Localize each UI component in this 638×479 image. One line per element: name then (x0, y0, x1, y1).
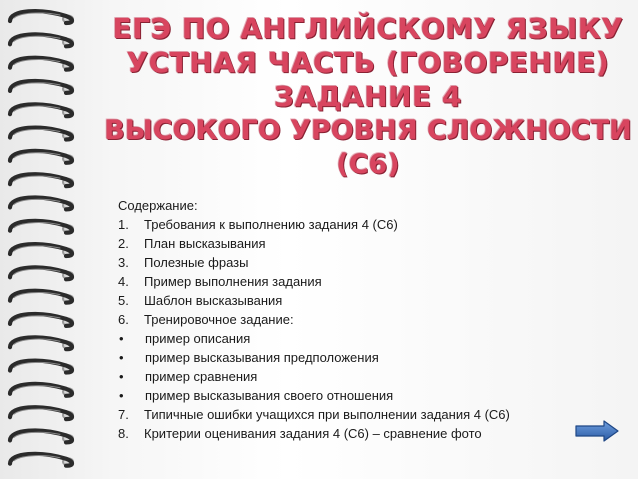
list-item[interactable] (118, 348, 588, 367)
item-label: Требования к выполнению задания 4 (С6) (144, 217, 398, 232)
list-item[interactable] (118, 272, 588, 291)
title-line-2: УСТНАЯ ЧАСТЬ (ГОВОРЕНИЕ) (126, 46, 610, 79)
spiral-ring (10, 34, 74, 46)
item-number: 8. (118, 426, 129, 441)
title-line-3: ЗАДАНИЕ 4 (274, 80, 462, 113)
next-slide-button[interactable] (575, 420, 619, 442)
item-number: 7. (118, 407, 129, 422)
item-label: Типичные ошибки учащихся при выполнении задания 4 (С6) (144, 407, 510, 422)
item-number: 6. (118, 312, 129, 327)
spiral-ring (10, 314, 74, 326)
bullet-marker: • (119, 350, 124, 365)
item-number: 5. (118, 293, 129, 308)
item-number: 4. (118, 274, 129, 289)
list-item[interactable] (118, 329, 588, 348)
spiral-ring (10, 454, 74, 466)
spiral-ring (10, 337, 74, 349)
spiral-ring (10, 58, 74, 70)
spiral-ring (10, 221, 74, 233)
list-item[interactable] (118, 405, 588, 424)
list-item[interactable] (118, 424, 588, 443)
spiral-ring (10, 128, 74, 140)
item-label: пример описания (145, 331, 251, 346)
item-label: План высказывания (144, 236, 266, 251)
list-item[interactable] (118, 310, 588, 329)
arrow-right-icon (575, 420, 619, 442)
list-item[interactable] (118, 291, 588, 310)
item-label: пример высказывания своего отношения (145, 388, 394, 403)
list-item[interactable] (118, 215, 588, 234)
spiral-ring (10, 151, 74, 163)
item-number: 1. (118, 217, 129, 232)
spiral-ring (10, 244, 74, 256)
item-label: Шаблон высказывания (144, 293, 283, 308)
spiral-ring (10, 104, 74, 116)
bullet-marker: • (119, 388, 124, 403)
spiral-ring (10, 11, 74, 23)
item-label: пример высказывания предположения (145, 350, 379, 365)
item-label: пример сравнения (145, 369, 258, 384)
item-label: Пример выполнения задания (144, 274, 322, 289)
item-number: 2. (118, 236, 129, 251)
item-number: 3. (118, 255, 129, 270)
spiral-ring (10, 267, 74, 279)
spiral-ring (10, 81, 74, 93)
bullet-marker: • (119, 369, 124, 384)
spiral-ring (10, 384, 74, 396)
spiral-binding (0, 0, 95, 479)
item-label: Полезные фразы (144, 255, 249, 270)
item-label: Тренировочное задание: (144, 312, 294, 327)
table-of-contents (118, 196, 588, 443)
title-line-1: ЕГЭ ПО АНГЛИЙСКОМУ ЯЗЫКУ (112, 12, 624, 45)
spiral-ring (10, 361, 74, 373)
slide-title (98, 12, 638, 182)
spiral-ring (10, 407, 74, 419)
contents-heading: Содержание: (118, 198, 198, 213)
item-label: Критерии оценивания задания 4 (С6) – сравнение фото (144, 426, 482, 441)
spiral-ring (10, 174, 74, 186)
title-line-4: ВЫСОКОГО УРОВНЯ СЛОЖНОСТИ (С6) (104, 115, 632, 180)
list-item[interactable] (118, 234, 588, 253)
spiral-ring (10, 431, 74, 443)
list-item[interactable] (118, 367, 588, 386)
list-item[interactable] (118, 253, 588, 272)
spiral-ring (10, 198, 74, 210)
spiral-ring (10, 291, 74, 303)
bullet-marker: • (119, 331, 124, 346)
list-item[interactable] (118, 386, 588, 405)
contents-list (118, 215, 588, 443)
